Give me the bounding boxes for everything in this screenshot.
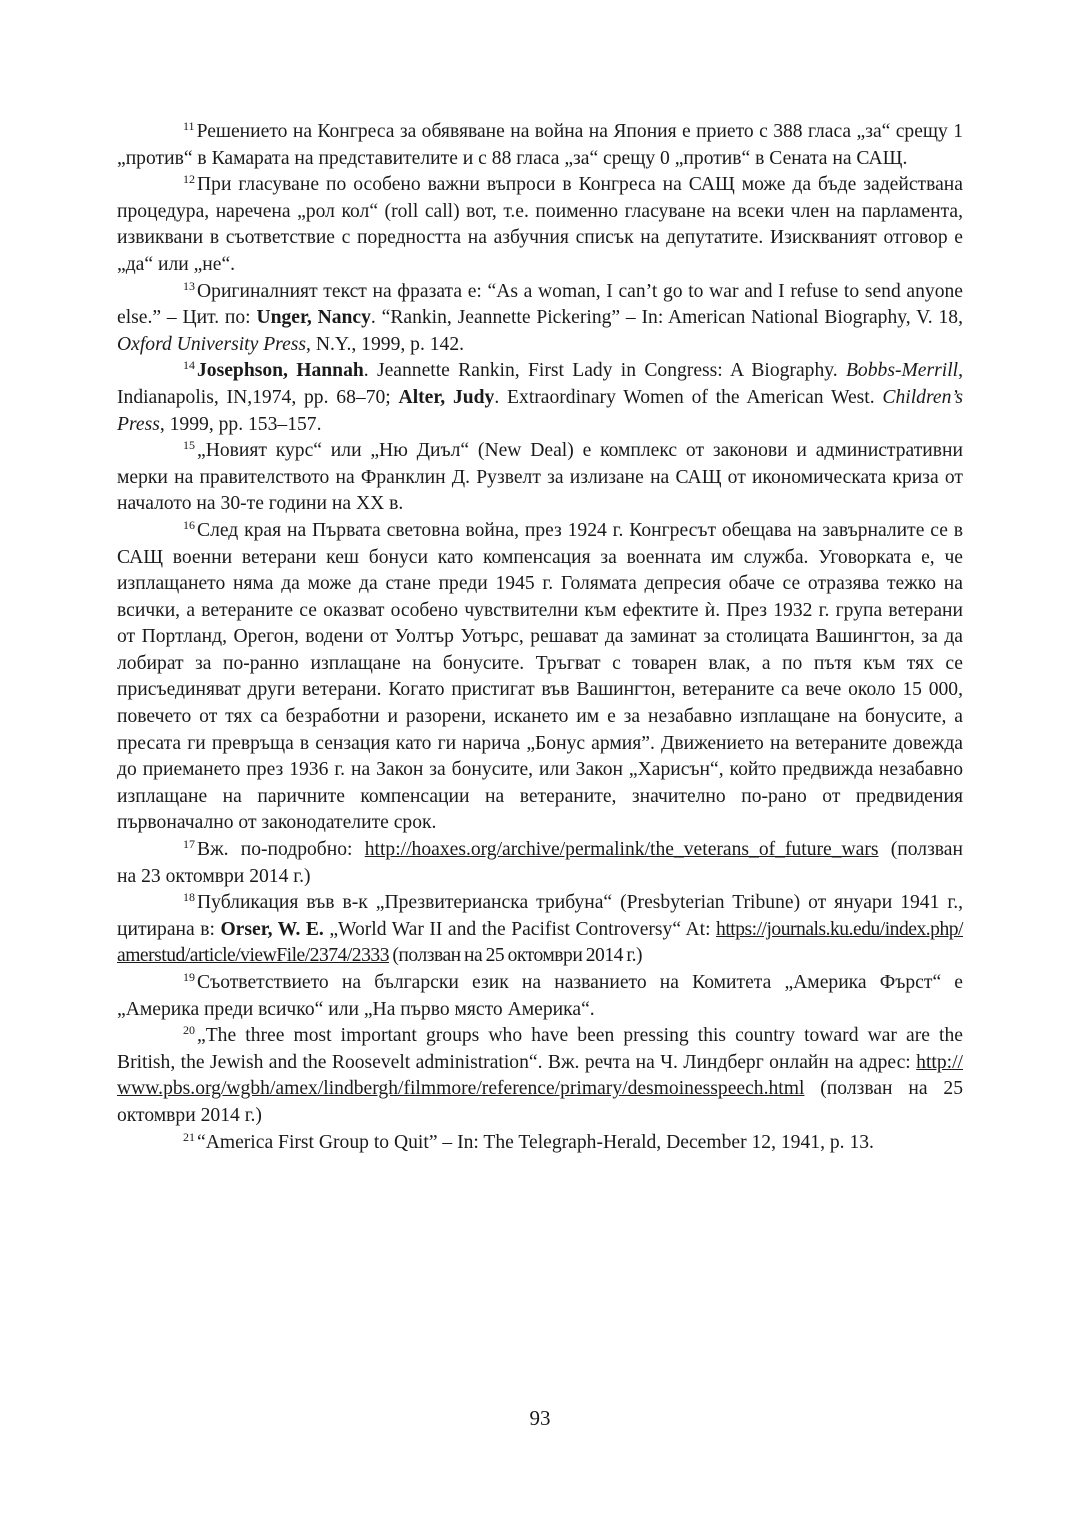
footnote-18 <box>117 890 963 970</box>
footnote-number: 13 <box>183 278 195 293</box>
footnote-text: , Indianapolis, IN,1974, pp. 68–70; <box>117 360 963 408</box>
footnote-text: Вж. по-подробно: <box>197 839 365 861</box>
citation-author: Orser, W. E. <box>220 918 324 940</box>
footnote-17 <box>117 837 963 890</box>
footnote-text: . Extraordinary Women of the American West. <box>494 386 883 408</box>
footnote-text: Решението на Конгреса за обявяване на война на Япония е прието с 388 гласа „за“ срещу 1 „против“ в Камарата на представителите и с 88 гласа „за“ срещу 0 „против“ в Сената на САЩ. <box>117 121 963 169</box>
footnote-text: „World War II and the Pacifist Controversy“ At: <box>323 918 717 940</box>
footnote-number: 15 <box>183 438 195 453</box>
footnote-text: , N.Y., 1999, p. 142. <box>306 333 465 355</box>
footnote-20 <box>117 1023 963 1129</box>
footnote-text: „Новият курс“ или „Ню Диъл“ (New Deal) е комплекс от законови и административни мерки на правителството на Франклин Д. Рузвелт за излизане на САЩ от икономическата криза от началото на 30-те години на XX в. <box>117 440 963 515</box>
footnote-19 <box>117 970 963 1023</box>
footnote-text: „The three most important groups who have been pressing this country toward war are the British, the Jewish and the Roosevelt administration“. Вж. речта на Ч. Линдберг онлайн на адрес: <box>117 1025 963 1073</box>
reference-link[interactable]: https://journals.ku.edu/index.php/amerstud/article/viewFile/2374/2333 <box>117 918 963 967</box>
footnote-21 <box>117 1130 963 1157</box>
footnote-11 <box>117 119 963 172</box>
citation-author: Unger, Nancy <box>256 307 371 329</box>
footnote-number: 17 <box>183 837 195 852</box>
footnote-14 <box>117 358 963 438</box>
reference-link[interactable]: http://www.pbs.org/wgbh/amex/lindbergh/filmmore/reference/primary/desmoinesspeech.html <box>117 1051 963 1100</box>
footnote-number: 16 <box>183 517 195 532</box>
footnote-15 <box>117 438 963 518</box>
footnote-text: (ползван на 23 октомври 2014 г.) <box>117 839 963 887</box>
footnote-text: “America First Group to Quit” – In: The Telegraph-Herald, December 12, 1941, p. 13. <box>197 1131 874 1153</box>
footnote-13 <box>117 279 963 359</box>
footnote-12 <box>117 172 963 278</box>
footnote-text: . “Rankin, Jeannette Pickering” – In: American National Biography, V. 18, <box>370 307 963 329</box>
footnote-text: , 1999, pp. 153–157. <box>159 413 322 435</box>
footnote-text: Публикация във в-к „Презвитерианска трибуна“ (Presbyterian Tribune) от януари 1941 г., цитирана в: <box>117 892 963 940</box>
page-number: 93 <box>529 1406 551 1430</box>
footnote-text: Съответствието на български език на названието на Комитета „Америка Фърст“ е „Америка преди всичко“ или „На първо място Америка“. <box>117 972 963 1020</box>
footnote-number: 12 <box>183 172 195 187</box>
footnote-16 <box>117 518 963 837</box>
footnote-text: . Jeannette Rankin, First Lady in Congress: A Biography. <box>363 360 846 382</box>
footnote-number: 21 <box>183 1129 195 1144</box>
footnote-number: 19 <box>183 970 195 984</box>
citation-author: Alter, Judy <box>398 386 495 408</box>
footnote-text: Оригиналният текст на фразата е: “As a woman, I can’t go to war and I refuse to send anyone else.” – Цит. по: <box>117 280 963 329</box>
footnote-number: 18 <box>183 890 195 905</box>
citation-author: Josephson, Hannah <box>197 360 364 382</box>
footnote-text: При гласуване по особено важни въпроси в Конгреса на САЩ може да бъде задействана процедура, наречена „рол кол“ (roll call) вот, т.е. поименно гласуване на всеки член на парламента, извиквани в съответствие с поредността на азбучния списък на депутатите. Изискваният отговор е „да“ или „не“. <box>117 174 963 275</box>
footnote-text: След края на Първата световна война, през 1924 г. Конгресът обещава на завърналите се в САЩ военни ветерани кеш бонуси като компенсация за военната им служба. Уговорката е, че изплащането няма да може да стане преди 1945 г. Голямата депресия обаче се отразява тежко на всички, а ветераните се оказват особено чувствителни към ефектите ѝ. През 1932 г. група ветерани от Портланд, Орегон, водени от Уолтър Уотърс, решават да заминат за столицата Вашингтон, за да лобират за по-ранно изплащане на бонусите. Тръгват с товарен влак, а по пътя към тях се присъединяват други ветерани. Когато пристигат във Вашингтон, ветераните са вече около 15 000, повечето от тях са безработни и разорени, искането им е за незабавно изплащане на бонусите, а пресата ги превръща в сензация като ги нарича „Бонус армия”. Движението на ветераните довежда до приемането през 1936 г. на Закон за бонусите, или Закон „Харисън“, който предвижда незабавно изплащане на паричните компенсации на ветераните, значително по-рано от предвидения първоначално от законодателите срок. <box>117 519 963 834</box>
citation-publisher: Children’s Press <box>117 386 963 435</box>
footnote-number: 11 <box>183 119 195 133</box>
footnote-text: (ползван на 25 октомври 2014 г.) <box>117 1078 963 1126</box>
footnote-number: 20 <box>183 1023 195 1038</box>
footnote-number: 14 <box>183 358 195 373</box>
reference-link[interactable]: http://hoaxes.org/archive/permalink/the_veterans_of_future_wars <box>364 839 879 861</box>
footnotes-section <box>117 119 963 1156</box>
citation-publisher: Bobbs-Merrill <box>845 360 959 382</box>
footnote-text: (ползван на 25 октомври 2014 г.) <box>389 945 643 967</box>
citation-publisher: Oxford University Press <box>117 333 307 355</box>
